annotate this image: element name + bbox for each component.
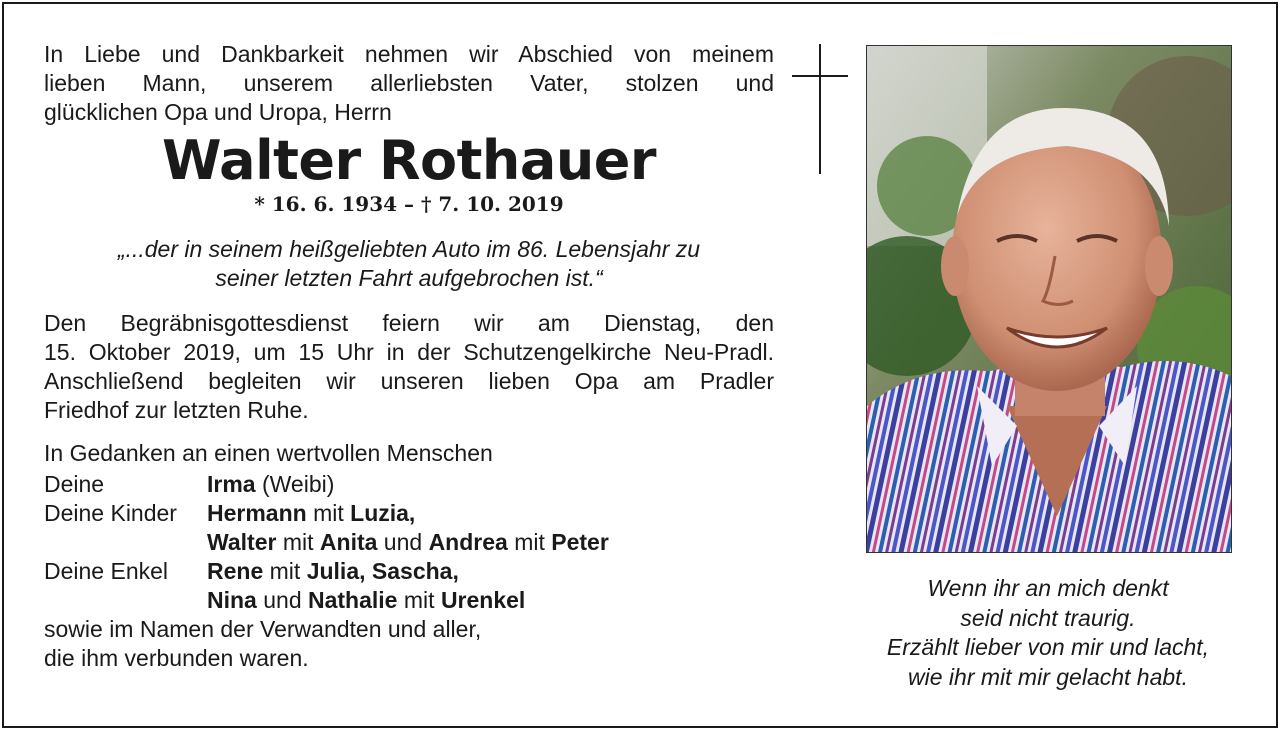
family-label: Deine [44,471,105,497]
family-names [207,499,774,528]
remembrance-line: In Gedanken an einen wertvollen Menschen [44,440,493,466]
closing-line: sowie im Namen der Verwandten und aller, [44,616,482,642]
poem-line: Wenn ihr an mich denkt [927,575,1169,601]
family-label: Deine Enkel [44,558,169,584]
quote-line: „...der in seinem heißgeliebten Auto im 86. Lebensjahr zu [117,236,701,262]
service-line: Friedhof zur letzten Ruhe. [44,397,309,423]
service-paragraph [44,309,774,425]
family-row-grandchildren [44,557,774,586]
memorial-quote [44,235,774,293]
family-label-empty [44,586,207,615]
intro-paragraph [44,40,774,127]
family-names [207,528,774,557]
family-member: Anita [319,529,378,555]
portrait-illustration [867,46,1231,552]
family-list [44,470,774,615]
family-label-empty [44,528,207,557]
connector-word: und [263,587,302,613]
closing-poem [866,574,1230,692]
family-member: Hermann [207,500,307,526]
poem-line: Erzählt lieber von mir und lacht, [886,634,1210,660]
service-line: Anschließend begleiten wir unseren lieben Opa am Pradler [44,368,774,394]
family-label: Deine Kinder [44,500,177,526]
portrait-photo [866,45,1232,553]
closing-text [44,615,774,673]
service-line: 15. Oktober 2019, um 15 Uhr in der Schutzengelkirche Neu-Pradl. [44,339,774,365]
poem-line: seid nicht traurig. [960,604,1136,631]
family-member: Urenkel [440,587,526,613]
service-line: Den Begräbnisgottesdienst feiern wir am Dienstag, den [44,310,774,336]
obituary-text-column [44,40,774,673]
quote-line: seiner letzten Fahrt aufgebrochen ist.“ [215,265,603,291]
cross-icon [792,44,848,174]
family-row-children-cont [44,528,774,557]
family-names [207,557,774,586]
connector-word: mit [313,500,344,526]
family-member: Peter [551,529,609,555]
connector-word: mit [514,529,545,555]
life-dates: * 16. 6. 1934 – † 7. 10. 2019 [254,192,564,216]
family-member: Rene [207,558,264,584]
family-member: Walter [207,529,277,555]
intro-line: glücklichen Opa und Uropa, Herrn [44,99,392,125]
family-member: Nathalie [308,587,398,613]
family-row-wife [44,470,774,499]
connector-word: mit [282,529,314,555]
family-member: Nina [207,587,257,613]
family-row-children [44,499,774,528]
connector-word: mit [269,558,301,584]
connector-word: mit [403,587,435,613]
family-member: Andrea [428,529,508,555]
poem-line: wie ihr mit mir gelacht habt. [908,663,1188,690]
family-row-grandchildren-cont [44,586,774,615]
family-member: Luzia, [350,500,416,526]
family-names [207,586,774,615]
connector-word: und [383,529,423,555]
closing-line: die ihm verbunden waren. [44,645,309,671]
family-nickname: (Weibi) [261,471,335,497]
family-member: Julia, Sascha, [306,558,459,584]
family-names [207,470,774,499]
intro-line: lieben Mann, unserem allerliebsten Vater, stolzen und [44,70,774,96]
family-member: Irma [207,471,256,497]
deceased-name: Walter Rothauer [161,129,657,192]
intro-line: In Liebe und Dankbarkeit nehmen wir Abschied von meinem [44,41,774,67]
